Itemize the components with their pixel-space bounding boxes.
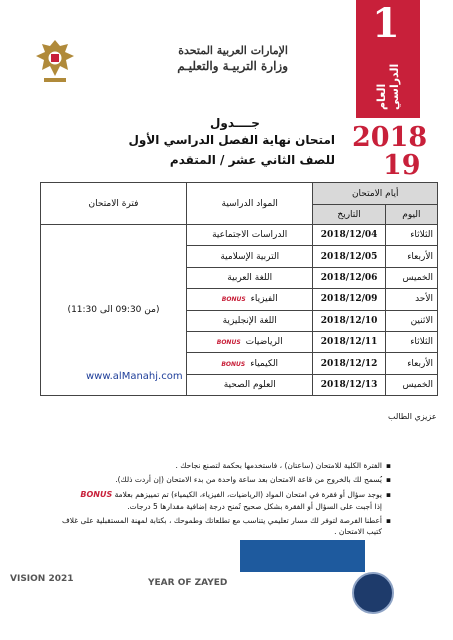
header-subject: المواد الدراسية — [187, 183, 313, 225]
instruction-item — [61, 474, 391, 485]
row-date: 2018/12/11 — [313, 331, 385, 352]
header-period: فترة الامتحان — [41, 183, 187, 225]
instruction-text: يوجد سؤال أو فقرة في امتحان المواد (الرياضيات، الفيزياء، الكيمياء) تم تمييزهم بعلامة — [114, 489, 382, 499]
ministry-seal-icon — [352, 572, 394, 614]
subject-label: الرياضيات — [245, 337, 283, 348]
bonus-badge: BONUS — [216, 339, 241, 347]
career-banner — [240, 540, 365, 572]
instruction-item — [61, 460, 391, 471]
year-top: 2018 — [352, 122, 428, 153]
row-date: 2018/12/09 — [313, 289, 385, 310]
title-word: جــــدول — [210, 116, 260, 130]
subject-label: العلوم الصحية — [223, 379, 276, 390]
header-date: التاريخ — [313, 205, 385, 225]
year-of-zayed-logo: YEAR OF ZAYED — [148, 578, 228, 588]
ministry-line2: وزارة التربيـة والتعليـم — [177, 59, 288, 73]
row-subject — [187, 353, 313, 374]
exam-title: امتحان نهاية الفصل الدراسي الأول — [128, 133, 335, 147]
row-subject — [187, 267, 313, 288]
bonus-badge: BONUS — [221, 296, 246, 304]
bonus-badge: BONUS — [221, 360, 246, 368]
ministry-line1: الإمارات العربية المتحدة — [178, 44, 288, 57]
website-link[interactable]: www.alManahj.com — [86, 371, 183, 382]
row-day: الثلاثاء — [385, 225, 437, 246]
exam-schedule-table — [40, 182, 438, 396]
greeting: عزيزي الطالب — [388, 412, 437, 421]
header-day: اليوم — [385, 205, 437, 225]
bonus-badge: BONUS — [80, 489, 113, 499]
instruction-text: الفترة الكلية للامتحان (ساعتان) ، فاستخدمها بحكمة لتصنع نجاحك . — [175, 461, 382, 470]
subject-label: الكيمياء — [250, 358, 279, 369]
subject-label: اللغة الإنجليزية — [222, 315, 277, 326]
row-day: الاثنين — [385, 310, 437, 331]
uae-emblem-icon — [32, 36, 78, 88]
vision-2021-logo: VISION 2021 — [10, 574, 74, 584]
instruction-text: أعطنا الفرصة لتوفر لك مسار تعليمي يتناسب مع تطلعاتك وطموحك ، بكتابة لمهنة المستقبلية على غلاف كتيب الامتحان . — [62, 515, 382, 536]
row-date: 2018/12/12 — [313, 353, 385, 374]
row-date: 2018/12/10 — [313, 310, 385, 331]
row-day: الأربعاء — [385, 353, 437, 374]
row-day: الخميس — [385, 267, 437, 288]
ministry-name — [177, 44, 288, 73]
row-subject — [187, 225, 313, 246]
exam-period-cell — [41, 225, 187, 396]
subject-label: التربية الإسلامية — [220, 251, 280, 262]
row-day: الأربعاء — [385, 246, 437, 267]
row-subject — [187, 289, 313, 310]
exam-period: (من 09:30 الى 11:30) — [67, 305, 160, 316]
row-day: الثلاثاء — [385, 331, 437, 352]
row-subject — [187, 331, 313, 352]
instruction-text: إذا أجبت على السؤال أو الفقرة بشكل صحيح تُمنح درجة إضافية مقدارها 5 درجات. — [127, 501, 382, 511]
ribbon-label-box — [356, 40, 420, 110]
row-day: الأحد — [385, 289, 437, 310]
ribbon-label: العام الدراسي — [375, 63, 401, 110]
row-subject — [187, 374, 313, 395]
instruction-item — [61, 489, 391, 512]
instruction-item — [61, 515, 391, 538]
row-day: الخميس — [385, 374, 437, 395]
row-date: 2018/12/04 — [313, 225, 385, 246]
instruction-text: يُسمح لك بالخروج من قاعة الامتحان بعد ساعة واحدة من بدء الامتحان (إن أردت ذلك). — [115, 475, 382, 485]
subject-label: الفيزياء — [250, 294, 278, 305]
ribbon-number: 1 — [372, 0, 400, 47]
year-bottom: 19 — [383, 150, 421, 181]
row-date: 2018/12/05 — [313, 246, 385, 267]
subject-label: الدراسات الاجتماعية — [212, 230, 288, 241]
class-title: للصف الثاني عشر / المتقدم — [169, 153, 335, 167]
header-days-group: أيام الامتحان — [313, 183, 438, 205]
row-subject — [187, 310, 313, 331]
table-row — [41, 225, 438, 246]
instructions-list — [61, 460, 391, 540]
row-subject — [187, 246, 313, 267]
row-date: 2018/12/13 — [313, 374, 385, 395]
row-date: 2018/12/06 — [313, 267, 385, 288]
subject-label: اللغة العربية — [227, 272, 273, 283]
